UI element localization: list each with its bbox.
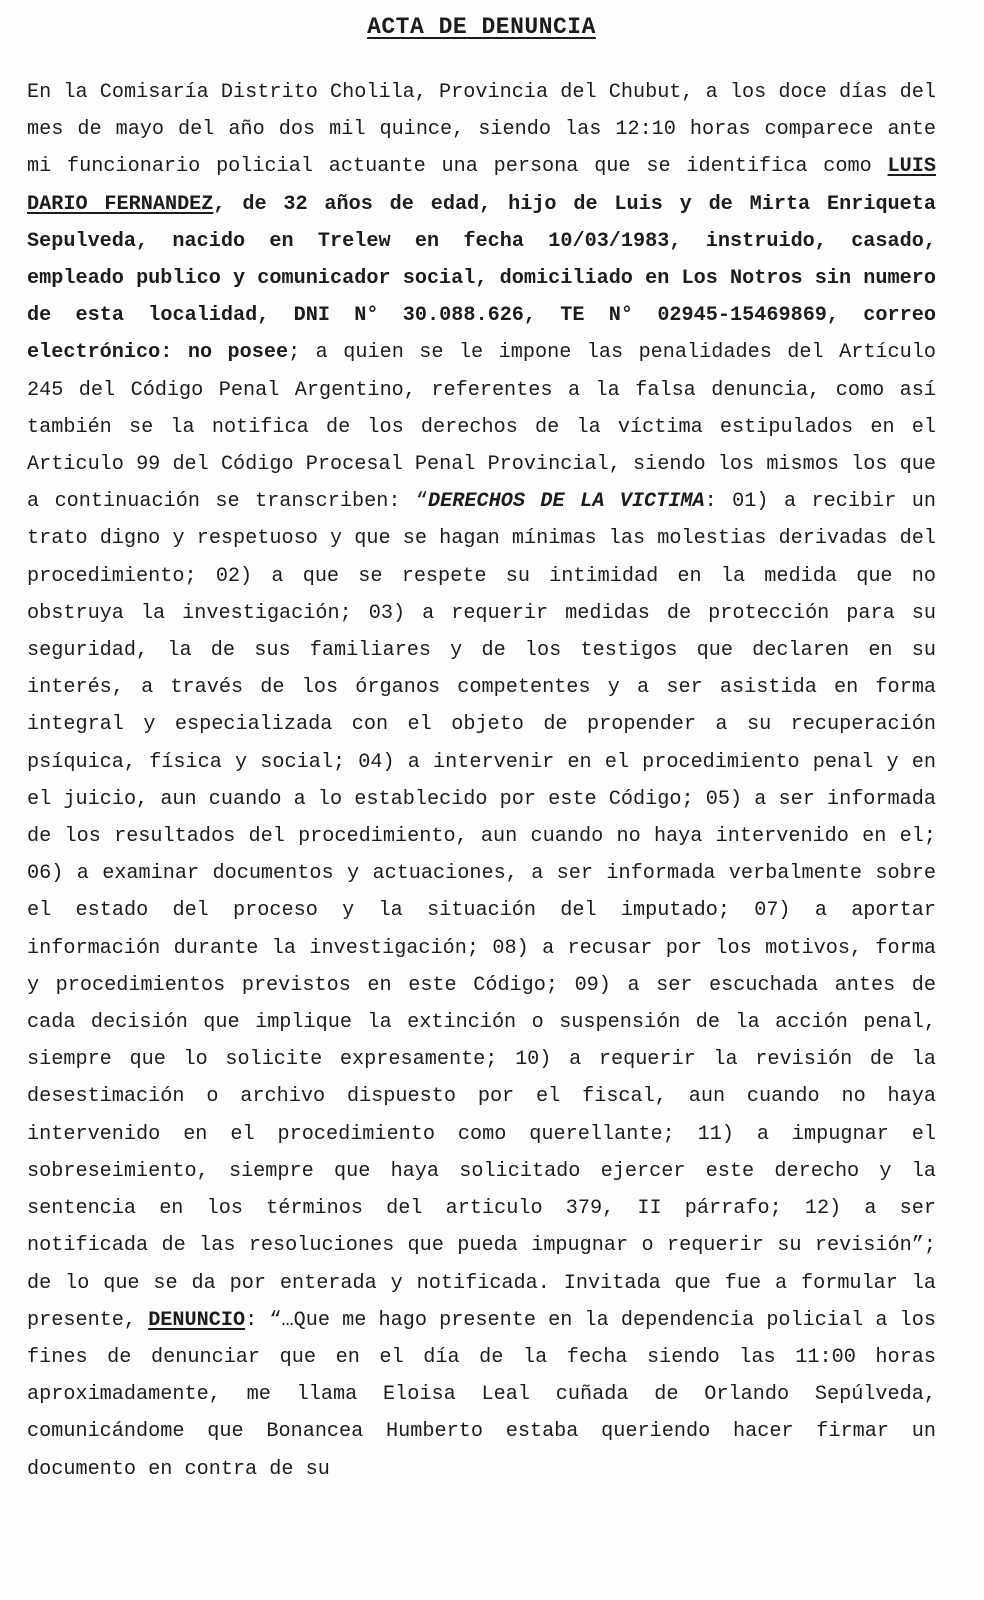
- statement-text: : “…Que me hago presente en la dependencia policial a los fines de denunciar que en el día de la fecha siendo las 11:00 horas aproximadamente, me llama Eloisa Leal cuñada de Orlando Sepúlveda, comunicándome que Bonancea Humberto estaba queriendo hacer firmar un documento en contra de su: [27, 1308, 936, 1481]
- person-name: LUIS DARIO FERNANDEZ: [27, 155, 936, 216]
- denuncio-label: DENUNCIO: [148, 1308, 246, 1332]
- rights-heading: DERECHOS DE LA VICTIMA: [428, 490, 705, 514]
- person-details: , de 32 años de edad, hijo de Luis y de Mirta Enriqueta Sepulveda, nacido en Trelew en fecha 10/03/1983, instruido, casado, empleado publico y comunicador social, domiciliado en Los Notros sin numero de esta localidad, DNI N° 30.088.626, TE N° 02945-15469869, correo electrónico: no posee: [27, 192, 937, 365]
- document-title: ACTA DE DENUNCIA: [367, 14, 596, 40]
- warning-text: ; a quien se le impone las penalidades del Artículo 245 del Código Penal Argentino, referentes a la falsa denuncia, como así también se la notifica de los derechos de la víctima estipulados en el Articulo 99 del Código Procesal Penal Provincial, siendo los mismos los que a continuación se transcriben: “: [27, 341, 936, 514]
- rights-text: : 01) a recibir un trato digno y respetuoso y que se hagan mínimas las molestias derivadas del procedimiento; 02) a que se respete su intimidad en la medida que no obstruya la investigación; 03) a requerir medidas de protección para su seguridad, la de sus familiares y de los testigos que declaren en su interés, a través de los órganos competentes y a ser asistida en forma integral y especializada con el objeto de propender a su recuperación psíquica, física y social; 04) a intervenir en el procedimiento penal y en el juicio, aun cuando a lo establecido por este Código; 05) a ser informada de los resultados del procedimiento, aun cuando no haya intervenido en el; 06) a examinar documentos y actuaciones, a ser informada verbalmente sobre el estado del proceso y la situación del imputado; 07) a aportar información durante la investigación; 08) a recusar por los motivos, forma y procedimientos previstos en este Código; 09) a ser escuchada antes de cada decisión que implique la extinción o suspensión de la acción penal, siempre que lo solicite expresamente; 10) a requerir la revisión de la desestimación o archivo dispuesto por el fiscal, aun cuando no haya intervenido en el procedimiento como querellante; 11) a impugnar el sobreseimiento, siempre que haya solicitado ejercer este derecho y la sentencia en los términos del articulo 379, II párrafo; 12) a ser notificada de las resoluciones que pueda impugnar o requerir su revisión”; de lo que se da por enterada y notificada. Invitada que fue a formular la presente,: [27, 490, 936, 1332]
- document-body: [27, 74, 936, 1488]
- intro-text: En la Comisaría Distrito Cholila, Provincia del Chubut, a los doce días del mes de mayo del año dos mil quince, siendo las 12:10 horas comparece ante mi funcionario policial actuante una persona que se identifica como: [27, 81, 936, 179]
